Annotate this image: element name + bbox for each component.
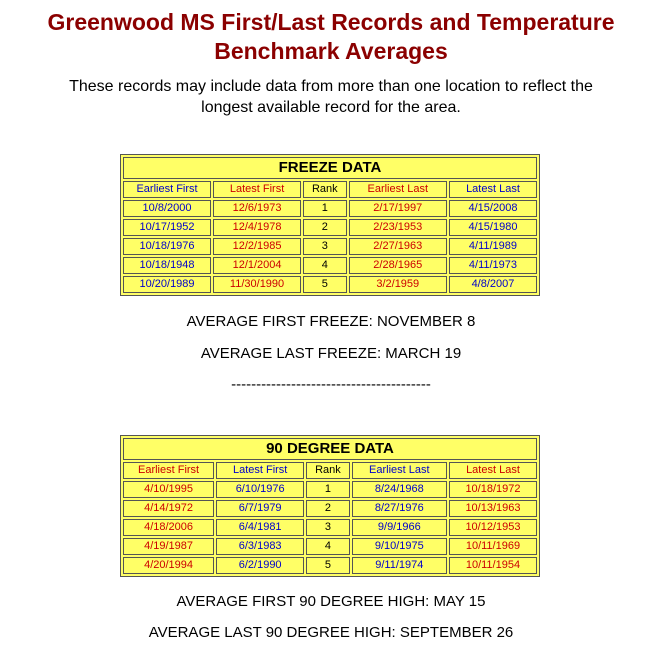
table-cell: 2 <box>306 500 350 517</box>
table-cell: 12/2/1985 <box>213 238 301 255</box>
ninety-degree-data-table <box>120 435 540 577</box>
section-separator: ---------------------------------------- <box>231 376 431 393</box>
freeze-header-latest-first: Latest First <box>213 181 301 198</box>
table-cell: 9/11/1974 <box>352 557 447 574</box>
table-cell: 12/6/1973 <box>213 200 301 217</box>
table-cell: 4/11/1973 <box>449 257 537 274</box>
table-cell: 10/18/1972 <box>449 481 537 498</box>
intro-text-line-2: longest available record for the area. <box>201 99 461 116</box>
table-cell: 2 <box>303 219 347 236</box>
table-row <box>123 276 537 293</box>
table-cell: 12/1/2004 <box>213 257 301 274</box>
freeze-header-earliest-last: Earliest Last <box>349 181 447 198</box>
table-cell: 4/20/1994 <box>123 557 214 574</box>
table-row <box>123 500 537 517</box>
table-cell: 5 <box>306 557 350 574</box>
table-row <box>123 219 537 236</box>
intro-text <box>20 76 642 118</box>
table-cell: 4 <box>306 538 350 555</box>
freeze-header-row <box>123 181 537 198</box>
table-cell: 2/27/1963 <box>349 238 447 255</box>
intro-text-line-1: These records may include data from more than one location to reflect the <box>69 78 593 95</box>
table-cell: 2/17/1997 <box>349 200 447 217</box>
table-row <box>123 257 537 274</box>
table-cell: 1 <box>303 200 347 217</box>
table-cell: 6/3/1983 <box>216 538 304 555</box>
table-cell: 10/11/1969 <box>449 538 537 555</box>
table-cell: 8/27/1976 <box>352 500 447 517</box>
table-cell: 5 <box>303 276 347 293</box>
table-cell: 10/18/1948 <box>123 257 211 274</box>
table-cell: 6/4/1981 <box>216 519 304 536</box>
table-cell: 9/9/1966 <box>352 519 447 536</box>
table-cell: 1 <box>306 481 350 498</box>
table-cell: 6/10/1976 <box>216 481 304 498</box>
ninety-header-earliest-first: Earliest First <box>123 462 214 479</box>
average-last-90-degree-high: AVERAGE LAST 90 DEGREE HIGH: SEPTEMBER 26 <box>148 624 514 641</box>
table-cell: 4/8/2007 <box>449 276 537 293</box>
page-title-line-2: Benchmark Averages <box>214 38 448 64</box>
table-cell: 4/11/1989 <box>449 238 537 255</box>
table-row <box>123 238 537 255</box>
ninety-header-latest-first: Latest First <box>216 462 304 479</box>
average-first-freeze: AVERAGE FIRST FREEZE: NOVEMBER 8 <box>186 313 476 330</box>
table-cell: 10/17/1952 <box>123 219 211 236</box>
average-last-freeze: AVERAGE LAST FREEZE: MARCH 19 <box>200 345 462 362</box>
freeze-header-latest-last: Latest Last <box>449 181 537 198</box>
table-cell: 2/23/1953 <box>349 219 447 236</box>
ninety-header-rank: Rank <box>306 462 350 479</box>
freeze-header-earliest-first: Earliest First <box>123 181 211 198</box>
table-cell: 8/24/1968 <box>352 481 447 498</box>
table-cell: 6/2/1990 <box>216 557 304 574</box>
table-cell: 10/11/1954 <box>449 557 537 574</box>
table-cell: 3/2/1959 <box>349 276 447 293</box>
table-cell: 10/18/1976 <box>123 238 211 255</box>
ninety-header-row <box>123 462 537 479</box>
table-row <box>123 481 537 498</box>
table-cell: 10/20/1989 <box>123 276 211 293</box>
table-cell: 4/14/1972 <box>123 500 214 517</box>
table-row <box>123 557 537 574</box>
table-cell: 4/18/2006 <box>123 519 214 536</box>
table-cell: 4 <box>303 257 347 274</box>
table-cell: 6/7/1979 <box>216 500 304 517</box>
freeze-header-rank: Rank <box>303 181 347 198</box>
table-cell: 10/8/2000 <box>123 200 211 217</box>
freeze-table-caption: FREEZE DATA <box>123 157 537 179</box>
table-cell: 3 <box>303 238 347 255</box>
table-cell: 12/4/1978 <box>213 219 301 236</box>
ninety-header-earliest-last: Earliest Last <box>352 462 447 479</box>
table-cell: 2/28/1965 <box>349 257 447 274</box>
freeze-data-table <box>120 154 540 296</box>
average-first-90-degree-high: AVERAGE FIRST 90 DEGREE HIGH: MAY 15 <box>176 593 486 610</box>
table-cell: 4/15/1980 <box>449 219 537 236</box>
page-title <box>0 8 662 66</box>
table-row <box>123 200 537 217</box>
table-cell: 3 <box>306 519 350 536</box>
table-cell: 11/30/1990 <box>213 276 301 293</box>
ninety-header-latest-last: Latest Last <box>449 462 537 479</box>
ninety-table-caption: 90 DEGREE DATA <box>123 438 537 460</box>
table-cell: 10/12/1953 <box>449 519 537 536</box>
table-row <box>123 519 537 536</box>
page-title-line-1: Greenwood MS First/Last Records and Temperature <box>47 9 615 35</box>
table-cell: 4/15/2008 <box>449 200 537 217</box>
table-cell: 4/10/1995 <box>123 481 214 498</box>
table-row <box>123 538 537 555</box>
table-cell: 9/10/1975 <box>352 538 447 555</box>
table-cell: 10/13/1963 <box>449 500 537 517</box>
table-cell: 4/19/1987 <box>123 538 214 555</box>
